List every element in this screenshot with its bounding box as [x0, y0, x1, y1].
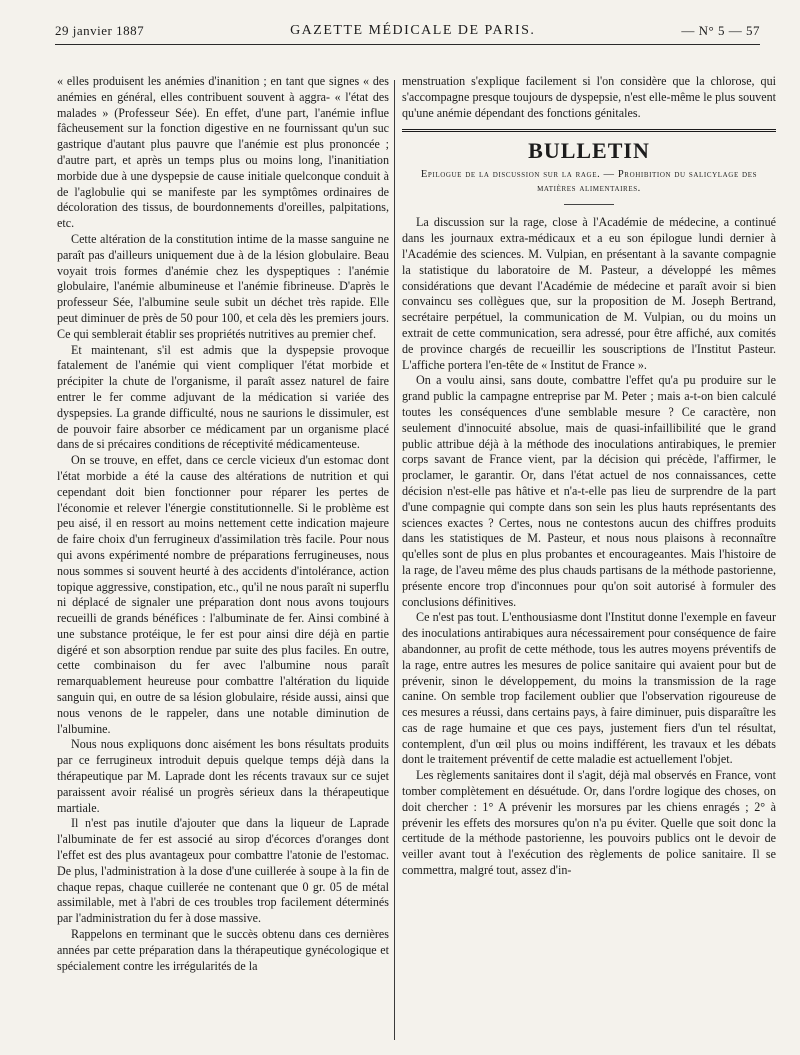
- issue-number: — N° 5 — 57: [681, 23, 760, 38]
- paragraph: Rappelons en terminant que le succès obtenu dans ces dernières années par cette préparation dans la thérapeutique gynécologique et spécialement contre les irrégularités de la: [57, 927, 389, 973]
- section-title: BULLETIN: [528, 138, 650, 164]
- left-column: [57, 74, 389, 974]
- paragraph: Les règlements sanitaires dont il s'agit, déjà mal observés en France, vont tomber complètement en désuétude. Or, dans l'ordre logique des choses, on doit chercher : 1° A prévenir les morsures par les chiens enragés ; 2° à prévenir les effets des morsures qu'on n'a pu éviter. Quelle que soit donc la certitude de la méthode pastorienne, les pouvoirs publics ont le devoir de veiller avant tout à l'exécution des règlements de police sanitaire. Il se commettra, malgré tout, assez d'in-: [402, 768, 776, 878]
- section-rule: [402, 129, 776, 132]
- subtitle-rule: [564, 204, 614, 205]
- paragraph: « elles produisent les anémies d'inanition ; en tant que signes « des anémies en général, elles contribuent souvent à aggra- « l'état des malades » (Professeur Sée). En effet, d'une part, l'anémie influe fâcheusement sur la fonction digestive en ne fournissant qu'un suc gastrique d'autant plus pauvre que l'anémie est plus prononcée ; d'autre part, et après un temps plus ou moins long, l'inanitiation morbide due à une dyspepsie de cause initiale quelconque conduit à de l'aglobulie qui se manifeste par les symptômes ordinaires de décoloration des tissus, de bourdonnements d'oreilles, palpitations, etc.: [57, 74, 389, 231]
- paragraph: Il n'est pas inutile d'ajouter que dans la liqueur de Laprade l'albuminate de fer est associé au sirop d'écorces d'oranges dont l'effet est des plus avantageux pour combattre l'atonie de l'estomac. De plus, l'administration à la dose d'une cuillerée à soupe à la fin de chaque repas, chaque cuillerée ne contenant que 0 gr. 05 de métal assimilable, met à l'abri de ces troubles trop facilement déterminés par l'administration du fer à dose massive.: [57, 816, 389, 926]
- paragraph: La discussion sur la rage, close à l'Académie de médecine, a continué dans les journaux extra-médicaux et a eu son épilogue lundi dernier à l'Académie des sciences. M. Vulpian, en présentant à la savante compagnie la statistique du laboratoire de M. Pasteur, a développé les mêmes considérations que devant l'Académie de médecine et paraît avoir si bien convaincu ses collègues que, sur la proposition de M. Joseph Bertrand, secrétaire perpétuel, la communication de M. Vulpian, ou du moins un extrait de cette communication, sera adressé, pour être affiché, aux comités de province chargés de recueillir les souscriptions de l'Institut Pasteur. L'affiche portera l'en-tête de « Institut de France ».: [402, 215, 776, 372]
- header-date: 29 janvier 1887: [55, 23, 145, 38]
- paragraph: Ce n'est pas tout. L'enthousiasme dont l'Institut donne l'exemple en faveur des inoculations antirabiques aura nécessairement pour conséquence de faire abandonner, au profit de cette méthode, tous les autres moyens préventifs de la rage, entre autres les mesures de police sanitaire qui avaient pour but de prévenir, sinon le développement, du moins la transmission de la rage canine. On semble trop facilement oublier que l'observation rigoureuse de ces mesures a réussi, dans certains pays, à faire diminuer, puis disparaître les cas de rage humaine et que ces pays, justement fiers d'un tel résultat, contemplent, d'un œil plus ou moins indifférent, les travaux et les débats dont le traitement préventif de cette maladie est actuellement l'objet.: [402, 610, 776, 767]
- paragraph: Cette altération de la constitution intime de la masse sanguine ne paraît pas d'ailleurs uniquement due à de la lésion globulaire. Beau voyait trois formes d'anémie chez les dyspeptiques : l'anémie globulaire, l'anémie albumineuse et l'anémie fibrineuse. D'après le professeur Sée, l'albumine seule subit un déchet très rapide. Elle peut diminuer de près de 50 pour 100, et cela dès les premiers jours. Ce qui semblerait établir ses propriétés nutritives au premier chef.: [57, 231, 389, 341]
- paragraph: On se trouve, en effet, dans ce cercle vicieux d'un estomac dont l'état morbide a été la cause des altérations de nutrition et qui cependant doit bien fonctionner pour réparer les pertes de l'économie et relever l'énergie constitutionnelle. Si le problème est peu aisé, il en ressort au moins nettement cette indication majeure de faire choix d'un ferrugineux d'assimilation très facile. Pour nous qui avons expérimenté nombre de préparations ferrugineuses, nous nous sommes si souvent heurté à des accidents d'intolérance, action topique aggressive, constipation, etc., qu'il ne nous paraît ni superflu ni déplacé de signaler une préparation dont nous avons toujours recueilli de grands bénéfices : l'albuminate de fer. Ainsi combiné à une substance protéique, le fer est pour ainsi dire déjà en partie digéré et son absorption rendue par suite des plus faciles. En outre, cette combinaison du fer avec l'albumine nous paraît remarquablement heureuse pour combattre l'altération du liquide sanguin qui, en outre de sa lésion globulaire, réside aussi, ainsi que nous venons de le rappeler, dans une notable diminution de l'albumine.: [57, 453, 389, 736]
- journal-title: GAZETTE MÉDICALE DE PARIS.: [290, 23, 536, 38]
- paragraph: menstruation s'explique facilement si l'on considère que la chlorose, qui s'accompagne presque toujours de dyspepsie, n'est elle-même le plus souvent qu'une anémie dépendant des fonctions génitales.: [402, 74, 776, 120]
- paragraph: Et maintenant, s'il est admis que la dyspepsie provoque fatalement de l'anémie qui vient compliquer l'état morbide et précipiter la chute de l'organisme, il paraît assez naturel de faire entrer le fer comme adjuvant de la médication si variée des dyspepsies. La grande difficulté, nous ne saurions le dissimuler, est de pouvoir faire absorber ce médicament par un organisme placé dans de si précaires conditions de réceptivité médicamenteuse.: [57, 342, 389, 452]
- page-header: [55, 18, 760, 45]
- paragraph: Nous nous expliquons donc aisément les bons résultats produits par ce ferrugineux introduit depuis quelque temps déjà dans la thérapeutique par M. Laprade dont les récents travaux sur ce sujet paraissent avoir réalisé un progrès sérieux dans la thérapeutique martiale.: [57, 737, 389, 815]
- column-divider: [394, 80, 395, 1040]
- right-column: [402, 74, 776, 879]
- paragraph: On a voulu ainsi, sans doute, combattre l'effet qu'a pu produire sur le grand public la campagne entreprise par M. Peter ; mais a-t-on bien calculé toutes les conséquences d'une semblable mesure ? Ce caractère, non seulement d'innocuité absolue, mais de quasi-infaillibilité que le grand public attribue déjà à la méthode des inoculations antirabiques, le premier corps savant de France vient, par la décision qui précède, l'affirmer, le proclamer, le garantir. Or, dans l'état actuel de nos connaissances, cette décision n'est-elle pas hâtive et n'a-t-elle pas lieu de surprendre de la part d'une compagnie qui compte dans son sein les plus hauts représentants des sciences exactes ? Certes, nous ne contestons aucun des chiffres produits dans les statistiques de M. Pasteur, et nous nous plaisons à reconnaître qu'elles sont de plus en plus probantes et encourageantes. Mais l'histoire de la rage, de l'aveu même des plus chauds partisans de la méthode pastorienne, présente encore trop d'inconnues pour qu'on soit autorisé à formuler des conclusions définitives.: [402, 373, 776, 609]
- section-subtitle: Epilogue de la discussion sur la rage. — Prohibition du salicylage des matières alimentaires.: [420, 169, 758, 195]
